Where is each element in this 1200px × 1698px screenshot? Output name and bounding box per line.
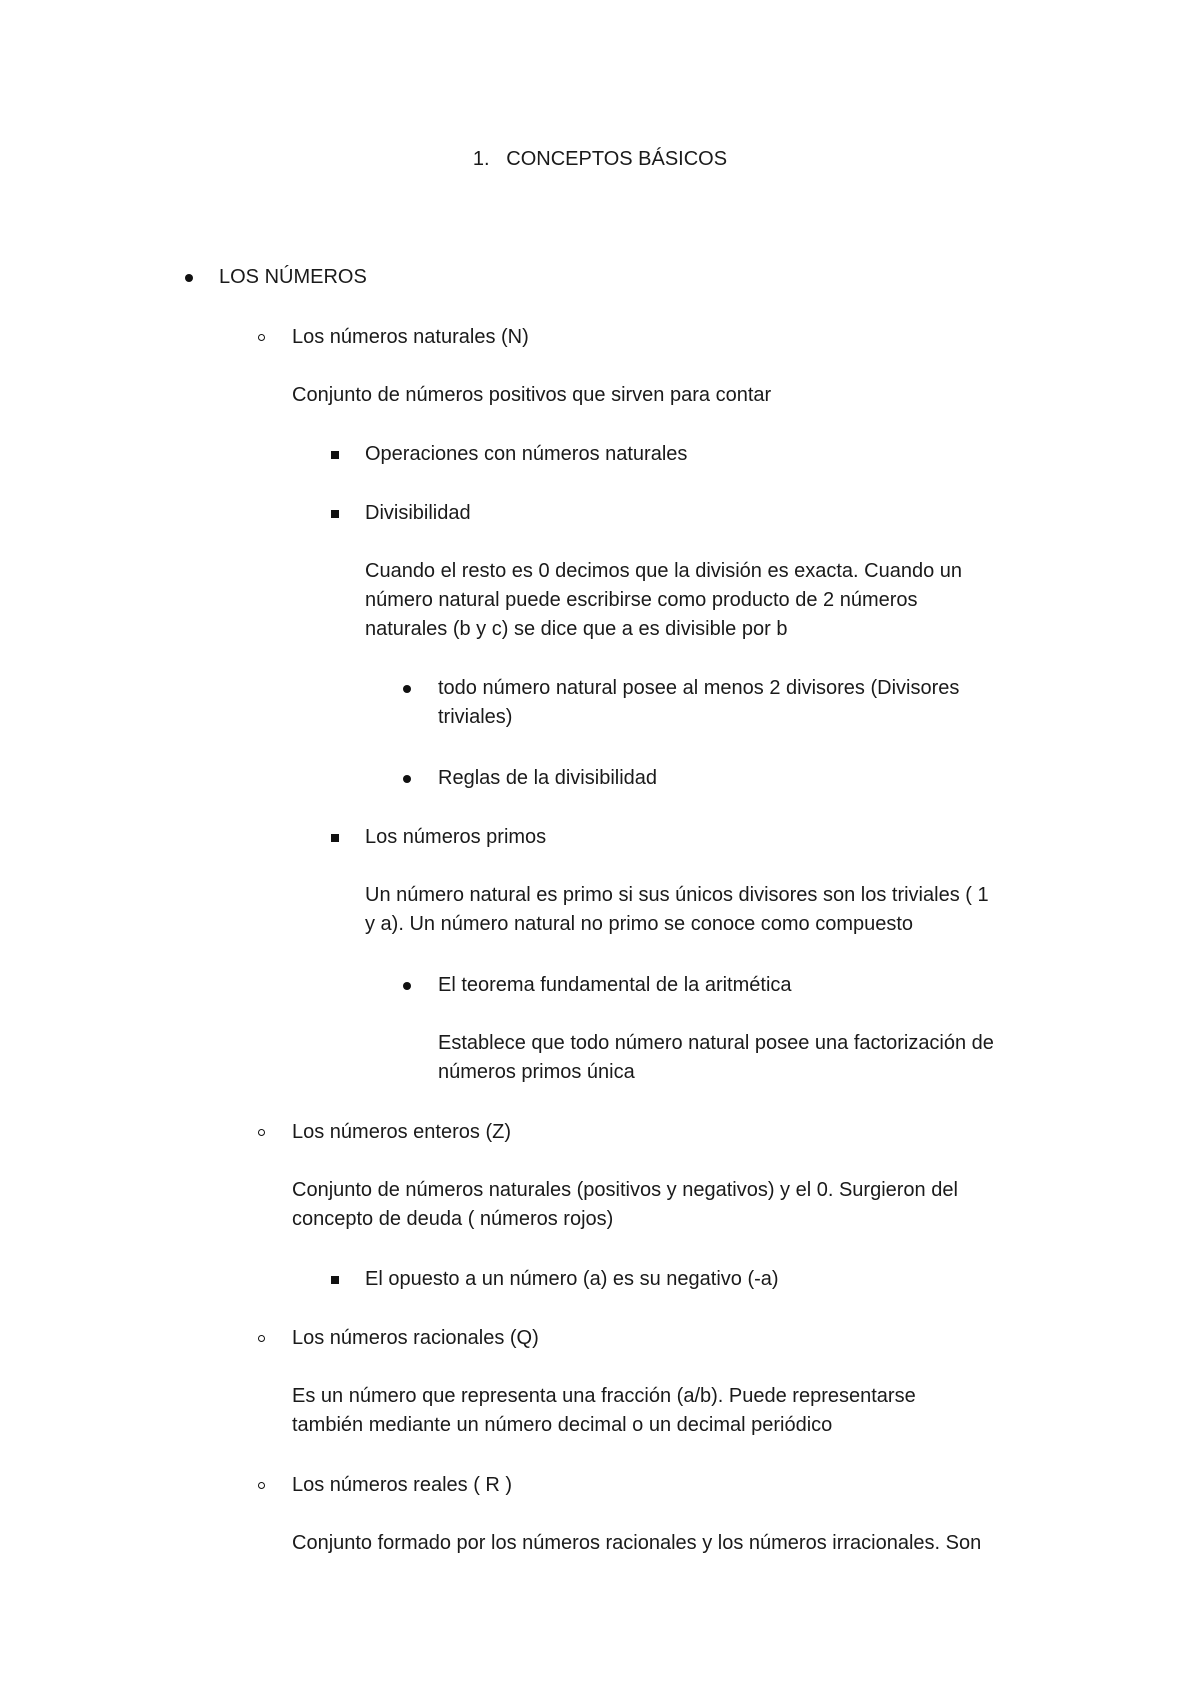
paragraph-line: números primos única (438, 1061, 635, 1083)
paragraph-line: concepto de deuda ( números rojos) (292, 1208, 614, 1230)
bullet-disc-icon (403, 982, 411, 990)
section-heading-numeros: LOS NÚMEROS (219, 266, 367, 288)
teorema-description (438, 1029, 994, 1087)
naturales-description: Conjunto de números positivos que sirven para contar (292, 384, 772, 406)
paragraph-line: Es un número que representa una fracción (a/b). Puede representarse (292, 1385, 916, 1407)
paragraph-line: Conjunto de números naturales (positivos y negativos) y el 0. Surgieron del (292, 1179, 958, 1201)
paragraph-line: número natural puede escribirse como producto de 2 números (365, 589, 918, 611)
primos-description (365, 881, 989, 939)
list-item-operaciones: Operaciones con números naturales (365, 443, 688, 465)
enteros-description (292, 1176, 958, 1234)
bullet-circle-icon (258, 1335, 265, 1342)
list-item-opuesto: El opuesto a un número (a) es su negativo (-a) (365, 1268, 779, 1290)
paragraph-line: Un número natural es primo si sus únicos divisores son los triviales ( 1 (365, 884, 989, 906)
paragraph-line: y a). Un número natural no primo se conoce como compuesto (365, 913, 914, 935)
paragraph-line: triviales) (438, 706, 513, 728)
list-item-teorema: El teorema fundamental de la aritmética (438, 974, 792, 996)
paragraph-line: Cuando el resto es 0 decimos que la división es exacta. Cuando un (365, 560, 963, 582)
bullet-circle-icon (258, 1129, 265, 1136)
list-item-naturales: Los números naturales (N) (292, 326, 529, 348)
list-item-divisores (438, 674, 959, 732)
bullet-circle-icon (258, 1482, 265, 1489)
list-item-primos: Los números primos (365, 826, 547, 848)
bullet-square-icon (331, 834, 339, 842)
paragraph-line: Establece que todo número natural posee una factorización de (438, 1032, 994, 1054)
reales-description: Conjunto formado por los números racionales y los números irracionales. Son (292, 1532, 982, 1554)
divisibilidad-description (365, 557, 962, 644)
bullet-square-icon (331, 451, 339, 459)
list-item-reales: Los números reales ( R ) (292, 1474, 513, 1496)
bullet-circle-icon (258, 334, 265, 341)
list-item-enteros: Los números enteros (Z) (292, 1121, 511, 1143)
bullet-square-icon (331, 510, 339, 518)
bullet-square-icon (331, 1276, 339, 1284)
bullet-disc-icon (403, 685, 411, 693)
racionales-description (292, 1382, 916, 1440)
bullet-disc-icon (185, 274, 193, 282)
page-title: 1. CONCEPTOS BÁSICOS (472, 148, 728, 170)
paragraph-line: naturales (b y c) se dice que a es divisible por b (365, 618, 788, 640)
paragraph-line: también mediante un número decimal o un decimal periódico (292, 1414, 833, 1436)
list-item-divisibilidad: Divisibilidad (365, 502, 471, 524)
list-item-reglas: Reglas de la divisibilidad (438, 767, 658, 789)
list-item-racionales: Los números racionales (Q) (292, 1327, 539, 1349)
bullet-disc-icon (403, 775, 411, 783)
paragraph-line: todo número natural posee al menos 2 divisores (Divisores (438, 677, 960, 699)
